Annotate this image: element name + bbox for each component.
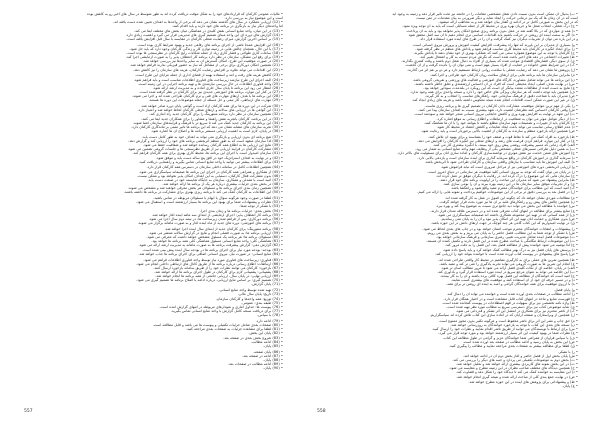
text-line: • (29) مهارت های ارتباطی، کار تیمی و حل مسئله از جمله موضوعات این دوره ها هستند. (148, 98, 283, 103)
text-line: • (31) این گواهی ها در ارزیابی های سالانه و ارتقای شغلی کارکنان لحاظ خواهد شد و امتیاز دارد. (137, 108, 283, 113)
text-line: • ث) در این بخش نمونه های کاربردی بیشتری ارائه خواهد شد و تحلیل خواهد شد. (455, 362, 578, 367)
text-line: • ع) نظرات شما در بهبود کیفیت این اثر بسیار ارزشمند خواهد بود و مورد توجه قرار می گیرد. (438, 331, 578, 336)
text-line: • (78) با سپاس. (257, 313, 283, 318)
text-line: • ی) از سوی دیگر، فشارهای اقتصادی موجب شده که بسیاری از افراد به دنبال شغل دوم باشند و وقت کمتری بگذارند. (401, 59, 578, 64)
text-line: • (64) منابع انسانی: در صورت نیاز، نیروی انسانی اضافی برای اجرای برنامه ها جذب خواهد شد. (138, 251, 283, 256)
text-line: • (24) البته اجرای این طرح نیازمند زیرساخت های فناوری اطلاعات مناسب است و باید فراهم شود. (133, 77, 283, 82)
text-line: • ب) این خلاصه می تواند به عنوان مرجع سریع در آینده مورد استفاده قرار گیرد و یادآوری کند. (437, 269, 578, 274)
text-line: • ظ) همچنین تمرین های عملی برای به کارگیری مفاهیم در محیط کار واقعی طراحی شده اند. (437, 257, 578, 262)
text-line: • (23) کاهش هزینه های رفت و آمد و استفاده بهینه از فضای اداری از جمله مزایای این طرح است. (135, 73, 283, 78)
text-line: • س) خواننده با مطالعه این بخش می تواند دید جامع تری نسبت به موضوع پیدا کند و بهره ببرد. (435, 204, 578, 209)
text-line: • غ) در کنار این موارد، فراهم کردن فرصت های رشد و ارتقای شغلی نیز انگیزه کارکنان را افزایش می دهد. (417, 138, 578, 143)
text-line: • و) بسیاری از مدیران بر این باورند که تنها راه پیشرفت، افزایش کیفیت آموزش و پرورش نیروی انسانی است. (412, 42, 578, 47)
text-line: • (80) صفحات بعدی شامل جزئیات تکمیلی و پیوست ها می باشد و قابل مطالعه است. (152, 323, 283, 328)
text-line: • ص) بدون همکاری و حمایت آنان تهیه این اثر امکان پذیر نبود و آن را به پایان نمی رساندیم. (440, 216, 578, 221)
text-line: • ث) این موضوعات ارتباط تنگاتنگی با مباحث مطرح شده در این فصل دارند و تکمیل کننده آن هستند. (426, 239, 578, 244)
text-line: • (48) در بخش بعدی جزئیات بیشتری درباره هر یک از برنامه ها ارائه خواهد شد. (162, 182, 283, 187)
text-line: • (44) همچنین اطلاعات کامل در سامانه داخلی سازمان در دسترس همه کارکنان قرار دارد. (146, 165, 283, 170)
text-line: • (45) از همکاری و همراهی همه کارکنان در اجرای این برنامه ها صمیمانه سپاسگزاری می شود. (138, 169, 283, 174)
text-line: • (73) تاریخ: پایان سال مالی. (237, 292, 283, 297)
text-line: • س) برای ارتباط با نویسندگان می توانید از طریق ناشر اقدام نمایید و نظرات خود را ارسال کنید. (431, 327, 578, 332)
text-line: • و) ارزیابی اثربخشی دوره های آموزشی نیز از مراحل ضروری است که نباید فراموش شود. (440, 165, 578, 170)
text-line: • (28) این برنامه ها با هدف ارتقای مهارت های فنی و نرم کارکنان طراحی شده اند و اجرا می شوند. (132, 94, 283, 99)
text-line: • (68) پشتیبانی: پشتیبانی لازم برای کارکنان در طول اجرای برنامه ها ارائه خواهد شد. (154, 269, 283, 274)
text-line: • الف) در پایان، خلاصه ای از نکات کلیدی فصل ارائه می شود تا مرور مطالب آسان تر شود. (440, 265, 578, 270)
text-line: • ط) تغییرات اجتماعی در دهه های اخیر باعث شده است که نگرش مردم نسبت به کار و اشتغال تغییر کند. (419, 55, 578, 60)
text-line: • ز) برای ایجاد انگیزه در کارکنان باید محیط کاری مناسب فراهم شود و پاداش های منظم در نظر گرفته شود. (415, 46, 578, 51)
text-line: • (75) طبقه بندی: عمومی. (241, 300, 283, 305)
text-line: • (41) سازمان امیدوار است با اجرای این برنامه ها، محیط کاری بهتری برای همه کارکنان فراهم کند. (132, 151, 283, 156)
text-line: • ظ) و پیشنهاداتی برای پژوهش های آینده در این حوزه مطرح خواهد شد. (468, 380, 578, 385)
text-line: • (53) با تشکر از توجه شما. (239, 204, 283, 209)
text-line: • (87) ادامه در صفحه بعد. (242, 353, 283, 358)
text-line: • (27) در کنار این موارد، برنامه های آموزشی جدیدی نیز برای کارکنان در نظر گرفته شده است. (138, 90, 283, 94)
text-line: • (50) این اطلاعات به کارکنان کمک می کند تا برنامه ریزی بهتری برای مشارکت در برنامه ها داشته باشند. (123, 190, 283, 195)
text-line: • (18) ساعات کاری طولانی و فشار کاری زیاد از جمله شکایات رایج کارکنان در نظرسنجی ها بوده است. (126, 51, 283, 55)
text-line: • ف) همچنین باید توجه داشت که هر سازمان ویژگی های خاص خود را دارد و نسخه واحدی برای همه وجود ندارد. (409, 90, 578, 94)
text-line: • ی) نمایه موضوعی کتاب نیز برای دسترسی سریع به مطالب مورد نظر تهیه شده است. (446, 304, 578, 309)
text-line: • ق) در نهایت امیدواریم که این کتاب گامی هر چند کوچک در جهت ارتقای دانش در این حوزه باشد. (430, 221, 578, 226)
text-line: • (56) برنامه دورکاری: پس از فراهم شدن زیرساخت ها، در نیمه دوم سال اجرا می شود. (148, 216, 283, 221)
text-line: است و این موضوع نیاز به بررسی دارد. (224, 16, 283, 21)
text-line: • ض) پاسخ های پیشنهادی در پیوست کتاب آورده شده است تا خواننده بتواند خود را ارزیابی کند. (434, 251, 578, 256)
left-page-text (22, 12, 283, 394)
text-line: • ح) فهرست منابع و مآخذ در انتهای کتاب قابل مشاهده است و در اختیار همگان قرار دارد. (443, 296, 578, 301)
text-line: است که در آن زمان ها که یک نیز درمانی حرکت را ایجاد نماید و دیگر ضرورتی به بیان مقدمات در متن نیست (416, 16, 578, 21)
text-line: • ه) البته این آموزش ها باید متناسب با نیازهای واقعی سازمان و کارکنان طراحی شود تا اثربخش باشد. (424, 159, 578, 164)
text-line: • ش) وقتی کارکنان احساس کنند نظرشان اهمیت دارد، تعهد بیشتری نسبت به اهداف سازمان پیدا می کنند. (418, 108, 578, 113)
text-line: • ش) پایان بخش اول از فصل حاضر و آغاز بخش دوم آن در ادامه خواهد آمد. (462, 353, 578, 358)
text-line: • (40) مشارکت کارکنان در فرآیند ارزیابی نیز از طریق نظرسنجی ها و جلسات گروهی تضمین می شود. (127, 147, 283, 152)
text-line: • ک) از ناشر محترم نیز برای همکاری در انتشار این اثر تشکر و قدردانی می شود. (455, 308, 578, 313)
left-page (14, 12, 293, 414)
text-line: • خ) کارکنان باید از تغییرات و تصمیمات مهم سازمان مطلع باشند تا بتوانند خود را با آن ها هماهنگ کنند. (423, 120, 578, 125)
gutter (293, 12, 307, 414)
text-line: • (37) هیچ برنامه ای بدون ارزیابی و بازنگری نمی تواند به اهداف خود به طور کامل دست یابد. (141, 134, 283, 139)
text-line: • ر) یکی از مهم ترین عوامل موفقیت، مشارکت دادن کارکنان در تصمیم گیری ها و برنامه ریزی هاست. (424, 104, 578, 109)
text-line: • (86) پایان صفحه. (252, 349, 283, 354)
text-line: • (89) ادامه مطالب در صفحات بعد. (227, 362, 283, 367)
text-line: • ع) منابع بیشتر برای مطالعه در انتهای کتاب معرفی شده اند و در دسترس علاقه مندان قرار دارند. (430, 208, 578, 213)
text-line: • (90) پایان. (263, 366, 283, 371)
text-line: • (32) همچنین سازمان در نظر دارد برنامه منتورینگ را برای کارکنان جدید راه اندازی کند. (149, 112, 283, 117)
text-line: • مالیات عمومی کارکنان که قراردادهای خود را به شکل موقت دریافت کرده اند به طور متوسط در سال های اخیر رو به کاهش بوده (86, 12, 283, 16)
text-line: • (21) همچنین امکان دورکاری برای برخی از مشاغل که نیاز به حضور فیزیکی ندارند فراهم خواهد شد. (129, 63, 283, 68)
text-line: • ه) اگر به سمت آینده ای روشن در حرکت باشیم باید اقدامات اساسی تری انجام دهیم تا آن سه اصل محقق شود (408, 32, 578, 37)
right-page-number: 558 (317, 409, 326, 414)
text-line: • ک) امید است که این مطالب برای خوانندگان محترم مفید واقع شود و راهگشا باشد. (450, 186, 578, 191)
text-line: • ف) با سپاس فراوان از همراهی شما خوانندگان عزیز و گرامی در طول مطالعه این کتاب. (442, 335, 578, 340)
text-line: • (76) پیوست ها: جداول آماری و نمودارهای مربوطه در انتهای گزارش آمده است. (159, 304, 283, 309)
text-line: • (61) هماهنگی کلی: واحد منابع انسانی مسئول هماهنگی کلی همه برنامه ها خواهد بود. (151, 239, 283, 244)
text-line: • ر) با تشکر. (557, 349, 578, 354)
text-line: • ف) از همه کسانی که در تهیه این مجموعه همکاری داشته اند صمیمانه سپاسگزاری می شود. (437, 212, 578, 217)
text-line: • ط) بنابراین پیشنهاد می شود که مدیران این مباحث را در اولویت برنامه های خود قرار دهند. (439, 177, 578, 182)
text-line: • (57) برنامه های آموزشی: دوره های جدید از ماه آینده آغاز و به صورت ماهانه برگزار می شوند. (137, 221, 283, 226)
text-line: • (67) بازخورد: کارکنان می توانند نظرات خود را از طریق سامانه بازخورد ارسال کنند. (153, 265, 283, 270)
text-line: • (69) ارزیابی نهایی: در پایان سال، ارزیابی جامعی از همه برنامه ها انجام خواهد شد. (155, 274, 283, 279)
left-page-number: 557 (24, 409, 33, 414)
text-line: • ص) مدیران باید با شناخت دقیق از فرهنگ سازمانی خود، راهکارهای مناسب را انتخاب و به کار گیرند. (424, 94, 578, 99)
text-line: • ت) بخش دوم به موضوعات تکمیلی می پردازد و جنبه های دیگر را بررسی می کند. (452, 357, 578, 362)
text-line: • ج) آموزش های ضمن خدمت نیز نقش موثری در توانمندسازی کارکنان و آماده سازی آنان برای مسئولیت های بالاتر دارد. (396, 151, 578, 156)
text-line: • خ) لذا توصیه می شود خواننده پیش از مطالعه فصل بعد، این فصل را به دقت مرور کند. (444, 243, 578, 248)
text-line: • ن) این برنامه ها می تواند شامل مشاوره، کارگاه های آموزشی و فعالیت های ورزشی و تفریحی گروهی باشد. (412, 77, 578, 82)
text-line: • (26) انتظار می رود این برنامه تا پایان سال جاری آماده و به مدیریت ارشد ارائه شود. (152, 85, 283, 90)
text-line: • (82) پایان این بخش. (248, 331, 283, 336)
text-line: • (62) گزارش دهی: گزارش پیشرفت برنامه ها به صورت ماهانه به مدیریت ارشد ارائه می شود. (138, 243, 283, 248)
text-line: • (81) لطفا برای مشاهده جزئیات به صفحات بعدی مراجعه کنید. (185, 327, 283, 332)
text-line: • (79) ادامه دارد. (255, 318, 283, 323)
right-page (307, 12, 586, 414)
text-line: • (52) نظرات و پیشنهادات شما برای بهبود این برنامه ها بسیار ارزشمند است و استقبال می شود. (135, 200, 283, 205)
text-line: • ق) در غیر این صورت ممکن است اقدامات انجام شده نتیجه معکوس داشته باشد و هزینه های زیادی ایجاد کند. (411, 98, 578, 103)
text-line: • (14) گزارش های دوره ای این واحد مبنای تصمیم گیری های مدیریتی قرار می گیرد و اهمیت زیادی دارد. (125, 32, 283, 37)
text-line: • (19) برای رفع این مشکل، سازمان در نظر دارد برنامه کار انعطاف پذیر را به صورت آزمایشی اجرا کند. (125, 55, 283, 60)
text-line: • ص) این بخش به پایان رسید و ادامه مطالب در صفحه بعد آورده شده است. (462, 339, 578, 344)
text-line: • م) حق چاپ و نشر این اثر برای ناشر محفوظ است و هرگونه تکثیر بدون مجوز ممنوع است. (438, 318, 578, 323)
text-line: • (13) در این میان، واحد منابع انسانی نقش کلیدی در هماهنگی میان بخش های مختلف ایفا می کند. (134, 28, 283, 33)
text-line: • ج) درک شغلی، انتخاب شغل ها و جریان بهره وری در محیط کار از جمله مسائلی است که باید به آن توجه ویژه نمود. (402, 24, 578, 29)
text-line: • د) سرمایه گذاری در آموزش کارکنان در واقع سرمایه گذاری برای آینده سازمان است و بازدهی بالایی دارد. (417, 155, 578, 160)
text-line: • (47) امید است با همدلی و همکاری، سازمان به جایگاه شایسته خود در صنعت دست یابد. (147, 177, 283, 182)
text-line: • (36) در پایان، لازم است به اهمیت ارزیابی مستمر برنامه ها و اصلاح آن ها اشاره شود. (150, 129, 283, 133)
text-line: • (74) توزیع: همه واحدها و کارکنان سازمان. (215, 296, 283, 301)
text-line: • ض) در نهایت جمع بندی کلی از مباحث ارائه شده و نتیجه گیری انجام خواهد شد. (456, 374, 578, 379)
text-line: • ه) با آرزوی موفقیت برای همه خوانندگان گرامی و امید به آینده ای روشن تر برای همه. (446, 282, 578, 287)
text-line: • غ) پایان. (562, 384, 578, 389)
text-line: • ز) در پایان می توان گفت که توجه به نیروی انسانی کلید موفقیت هر سازمانی در دنیای امروز است. (427, 169, 578, 174)
text-line: • (88) پایان. (263, 357, 283, 362)
text-line: و در این باره می توان از تجربیات دیگران نیز کمک گرفت و آن را در طرح های آینده مورد استفاده قرار داد. (419, 36, 578, 41)
text-line: • (39) نتایج این ارزیابی ها به اطلاع همه کارکنان رسانده خواهد شد و شفافیت حفظ می شود. (142, 143, 283, 148)
text-line: • س) در نهایت هدف اصلی، ایجاد محیطی است که افراد در آن احساس ارزشمندی و تعلق خاطر داشته باشند. (414, 81, 578, 86)
text-line: • ک) در این شرایط نقش خانواده در حمایت از افراد بسیار مهم است و نمی توان آن را نادیده گرفت و از آن گذشت. (404, 63, 578, 68)
text-line: • (55) برنامه کار انعطاف پذیر: اجرای آزمایشی از ابتدای سه ماهه آینده آغاز خواهد شد. (151, 212, 283, 217)
text-line: • (42) و در نهایت به اهداف استراتژیک خود در افق پنج ساله دست یابد و موفق شود. (155, 155, 283, 160)
text-line: • ب) بدنبال ان ممکن است بدون نسبت دادن شغل مشخصی مقامات را در جامعه نیز تحت تاثیر قرار دهد و زمینه به وجود آید (392, 12, 578, 16)
text-line: • (43) برای اطلاعات بیشتر می توانید با واحد منابع انسانی تماس بگیرید و راهنمایی دریافت کنید. (138, 159, 283, 164)
text-line: • (38) لذا سازمان متعهد است که به طور منظم اثربخشی برنامه های خود را ارزیابی کند و گزارش دهد. (128, 138, 283, 143)
text-line: • (33) در این برنامه، کارکنان باتجربه نقش راهنما و مشاور را برای همکاران جدید ایفا می کنند. (141, 116, 283, 121)
text-line: • ذ) این مقایسه به خواننده کمک می کند تا دیدگاه خود را شکل دهد و قضاوت کند. (455, 370, 578, 375)
text-line: • (17) با این حال، همچنان چالش هایی در زمینه توازن کار و زندگی کارکنان وجود دارد که باید حل شود. (129, 46, 283, 51)
text-line: • الف) افراد زمانی که مسیر پیشرفت روشنی پیش روی خود ببینند، با انگیزه بیشتری کار می کنند. (432, 143, 578, 148)
text-line: • ز) ادامه مطالب در صفحات بعدی آورده شده است و خواننده می تواند آن را دنبال کند. (446, 292, 578, 297)
text-line: • ت) این تعهد در نهایت به افزایش بهره وری و کاهش جابجایی نیروی انسانی منجر خواهد شد و سودمند است. (414, 112, 578, 117)
text-line: که در این بخش به صورتی کامل تر در ادامه ی گفتار بیان خواهد شد و به مخاطب ارائه میشود. (438, 20, 578, 25)
text-line: • (12) ارزیابی عملکرد در سال های گذشته نشان می دهد که برخی از واحدها به اهداف تعیین شده دست یافته اند. (112, 20, 283, 25)
text-line: • ذ) عدم اطلاع رسانی مناسب می تواند باعث ایجاد شایعات و کاهش اعتماد در محیط کار شود. (436, 124, 578, 129)
text-line: • ع) نتایج به دست آمده از مطالعات متعدد بیانگر آن است که این رویکرد در بلندمدت سودآور خواهد بود. (423, 85, 578, 90)
text-line: • (66) ارتباطات: اطلاع رسانی درباره برنامه ها از طریق کانال های ارتباطی داخلی انجام می شود. (135, 261, 283, 266)
text-line: • ش) با تشکر از توجه شما به این مطالب، فصل حاضر را به پایان می بریم و به بخش بعدی می رویم. (426, 230, 578, 235)
text-line: • غ) انجام این تمرین ها به صورت گروهی می تواند تجربه یادگیری را غنی تر کند و مفید باشد. (439, 261, 578, 266)
text-line: • ن) همچنین چالش های پیش رو و راهکارهای غلبه بر آن ها نیز مورد بحث قرار خواهد گرفت. (439, 200, 578, 205)
text-line: • ل) پژوهش ها نشان می دهد که رضایت شغلی با سلامت روانی ارتباط مستقیم دارد و هر دو بر هم اثر می گذارند. (406, 67, 578, 72)
text-line: • (58) برنامه منتورینگ: برای کارکنان جدید از ابتدای سال آینده اجرا خواهد شد. (164, 226, 283, 231)
text-line: • ق) لطفا برای مطالعه بیشتر به صفحات بعدی مراجعه نمایید و مطالب را پیگیری کنید. (448, 343, 578, 348)
text-line: • ض) همچنین ارائه بازخورد منظم و سازنده به کارکنان از اهمیت بالایی برخوردار است و باید رعایت شود. (420, 129, 578, 133)
text-line: • (20) در صورت موفقیت این طرح، امکان گسترش آن به سایر واحدها نیز بررسی خواهد شد. (142, 59, 283, 64)
text-line: • ح) کارکنان با توجه به این موضوع همواره سعی می کنند که عملکرد بهتری از خود نشان دهند تا پاداش بگیرند. (413, 51, 578, 55)
text-line: • (16) این افزایش عمدتا ناشی از اجرای برنامه های رفاهی جدید و بهبود شرایط کاری بوده است. (137, 42, 283, 47)
text-line: • (71) پایان گزارش. (251, 282, 283, 287)
text-line: • (49) همچنین زمان بندی اجرای برنامه ها و مسئولان هر بخش معرفی خواهند شد و مشخص می شوند. (127, 186, 283, 191)
text-line: • (72) تهیه شده توسط واحد منابع انسانی. (218, 288, 283, 293)
text-line: • (34) این برنامه به کارکنان جدید کمک می کند تا سریع تر با فرهنگ و فرآیندهای سازمان آشنا شوند. (132, 120, 283, 125)
text-line: • م) بنابراین سازمان ها باید برنامه هایی برای ارتقای سلامت روان کارکنان خود طراحی و اجرا کنند. (429, 73, 578, 78)
text-line: • (60) مسئولان برنامه ها: هر برنامه یک مسئول مشخص خواهد داشت که معرفی می شود. (146, 235, 283, 240)
text-line: • ث) از دیگر عوامل موثر می توان به شفافیت در ارتباطات و اطلاع رسانی به موقع اشاره کرد. (436, 116, 578, 121)
text-line: • (30) شرکت در این دوره ها برای همه کارکنان آزاد است و گواهی پایان دوره صادر خواهد شد. (140, 104, 283, 109)
text-line: • ذ) پرسش های پایان فصل نیز به درک بهتر مطالب کمک خواهد کرد و باید پاسخ داده شود. (442, 247, 578, 252)
text-line: • ن) نسخه های بعدی این کتاب با توجه به بازخورد خوانندگان به روزرسانی خواهد شد. (450, 323, 578, 328)
text-line: • خ) همچنین دیدگاه های مختلف صاحب نظران در این زمینه مطرح و مقایسه می شود. (448, 366, 578, 371)
text-line: • م) مطالعات موردی نشان خواهد داد که چگونه این اصول در عمل به کار گرفته شده اند. (444, 196, 578, 201)
text-line: • (59) ارزیابی برنامه ها: به صورت فصلی انجام و نتایج در گزارش سالانه منتشر می شود. (148, 230, 283, 235)
text-line: • (83) شروع بخش بعدی در صفحه بعد. (223, 335, 283, 340)
text-line: • ر) پیشنهادات و انتقادات خوانندگان محترم موجب امتنان خواهد بود و در چاپ های بعدی لحاظ می شود. (422, 226, 578, 231)
text-line: • و) پایان فصل. (553, 288, 578, 293)
text-line: • ی) و از تجربیات موفق سایر سازمان ها در این زمینه بهره ببرند و آن را بومی سازی کنند. (442, 182, 578, 187)
text-line: • (51) لطفا در صورت وجود هرگونه سوال یا ابهام با مسئولان مربوطه در تماس باشید. (153, 196, 283, 201)
text-line: • ت) موضوعات فصل آینده شامل مدیریت تغییر، رهبری سازمانی و فرهنگ سازمانی خواهد بود. (435, 235, 578, 240)
text-line: • (63) بودجه: بودجه مورد نیاز برای اجرای برنامه ها در بودجه سال آینده پیش بینی شده است. (142, 247, 283, 252)
text-line: اما واحدهای دیگر نیاز به بازنگری در برنامه های خود دارند و باید اقدام کنند. (171, 24, 283, 29)
text-line: • ل) در فصل بعد به بررسی دقیق تر برخی از این موضوعات خواهیم پرداخت و نمونه هایی را ارائه می کنیم. (417, 190, 578, 195)
text-line: • (54) بخش بعدی: جزئیات برنامه ها و زمان بندی اجرا. (199, 208, 283, 213)
text-line: • (25) واحد فناوری اطلاعات در حال بررسی نیازمندی ها و تهیه برنامه اجرایی در این زمینه است. (137, 81, 283, 86)
text-line: • (15) بر اساس آخرین گزارش، میزان رضایت شغلی کارکنان در مقایسه با سال قبل افزایش یافته است. (126, 36, 283, 41)
text-line: • (35) تجربه سازمان های مشابه نشان می دهد که این برنامه ها تاثیر مثبتی بر ماندگاری کارکنان دارد. (130, 124, 283, 129)
text-line: • ج) امید است که خوانندگان از مطالعه این فصل بهره کافی برده باشند و آن را به کار ببندند. (439, 274, 578, 279)
text-line: • ط) واژه نامه تخصصی نیز برای سهولت در فهم اصطلاحات در پیوست گنجانده شده است. (441, 300, 578, 305)
text-line: • ب) به همین دلیل طراحی مسیرهای شغلی مشخص یکی از وظایف مهم واحد منابع انسانی به شمار می رود. (415, 147, 578, 152)
text-line: • (77) برای دریافت نسخه کامل گزارش با واحد منابع انسانی تماس بگیرید. (170, 308, 283, 313)
text-line: • (70) تصمیم گیری: بر اساس نتایج ارزیابی، درباره ادامه یا اصلاح برنامه ها تصمیم گیری می شود. (136, 278, 283, 283)
text-line: • (85) پایان. (263, 343, 283, 348)
text-line: • (65) فناوری: زیرساخت های فناوری مورد نیاز توسط واحد فناوری اطلاعات فراهم می شود. (143, 257, 283, 262)
text-line: • د) همه ی مواردی که در بالا گفته شد در عمل بدون برنامه ریزی صحیح امکان پذیر نخواهد بود و باید به آن پرداخت. (405, 28, 578, 33)
text-line: • (84) ادامه مطالب. (250, 339, 283, 344)
text-line: • ل) همچنین از ویراستاران و صفحه آرایان که در آماده سازی این کتاب تلاش کرده اند سپاسگزاریم. (429, 313, 578, 318)
text-line: • (46) بدون مشارکت فعال کارکنان، دستیابی به این اهداف امکان پذیر نخواهد بود و ممکن نیست. (136, 173, 283, 178)
right-page-text (317, 12, 578, 394)
text-line: • ح) سازمان هایی که این موضوع را درک کرده اند، در رقابت با دیگران موفق تر عمل کرده اند. (435, 173, 578, 178)
text-line: • ظ) بازخورد به افراد کمک می کند تا نقاط قوت و ضعف خود را بشناسند و برای بهبود آن تلاش کنند. (427, 134, 578, 139)
text-line: • د) و در مسیر حرفه ای خود از آن استفاده کنند و موفقیت های بیشتری کسب نمایند. (450, 278, 578, 283)
text-line: • (22) این اقدامات می تواند علاوه بر افزایش رضایت کارکنان، هزینه های سازمان را نیز کاهش دهد. (133, 67, 283, 72)
